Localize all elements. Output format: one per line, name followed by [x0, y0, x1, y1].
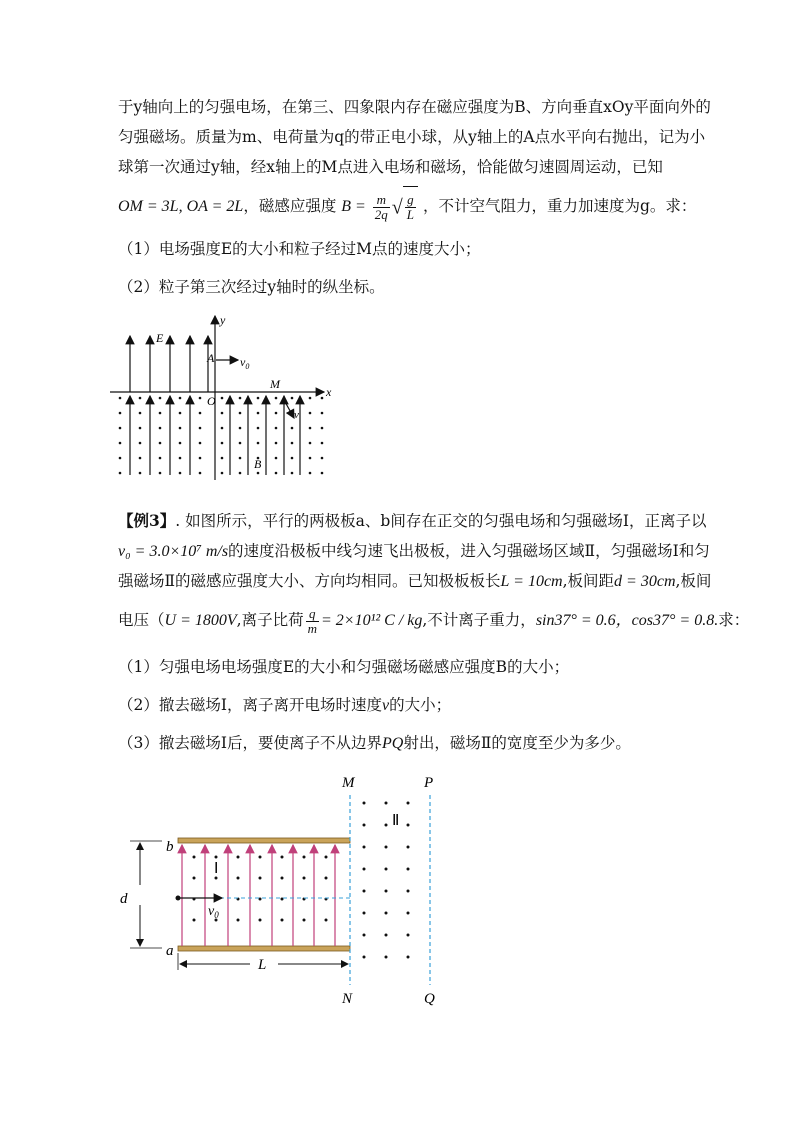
- field-dot: [119, 442, 122, 445]
- plate-b: [178, 838, 350, 843]
- field-dot: [321, 472, 324, 475]
- field-dot: [385, 868, 388, 871]
- magnetic-field-dots: [119, 397, 324, 475]
- field-dot: [275, 397, 278, 400]
- field-dot: [179, 412, 182, 415]
- example3-question1: （1）匀强电场电场强度E的大小和匀强磁场磁感应强度B的大小；: [118, 658, 570, 676]
- field-dot: [363, 934, 366, 937]
- field-dot: [291, 472, 294, 475]
- magnetic-field-dots: [193, 802, 410, 959]
- field-dot: [239, 427, 242, 430]
- label-v: v: [294, 409, 299, 421]
- label-B: B: [254, 457, 262, 471]
- field-dot: [385, 934, 388, 937]
- field-dot: [239, 457, 242, 460]
- field-dot: [275, 442, 278, 445]
- field-dot: [325, 877, 328, 880]
- field-dot: [239, 442, 242, 445]
- label-region-II: Ⅱ: [392, 813, 400, 829]
- field-dot: [221, 457, 224, 460]
- field-dot: [363, 912, 366, 915]
- trig-values: sin37° = 0.6，cos37° = 0.8.: [535, 612, 719, 629]
- field-dot: [309, 442, 312, 445]
- field-dot: [199, 472, 202, 475]
- field-dot: [407, 846, 410, 849]
- problem2-line1: 于y轴向上的匀强电场，在第三、四象限内存在磁应强度为B、方向垂直xOy平面向外的: [118, 98, 711, 116]
- field-dot: [257, 412, 260, 415]
- label-A: A: [207, 351, 215, 365]
- d-expression: d = 30cm: [614, 573, 676, 590]
- field-dot: [259, 877, 262, 880]
- problem2-line2: 匀强磁场。质量为m、电荷量为q的带正电小球，从y轴上的A点水平向右抛出，记为小: [118, 128, 706, 146]
- label-v0: $v_0$: [208, 904, 219, 920]
- given-b-label: ，磁感应强度: [243, 197, 337, 215]
- field-dot: [385, 824, 388, 827]
- field-dot: [407, 824, 410, 827]
- field-dot: [275, 472, 278, 475]
- field-dot: [139, 427, 142, 430]
- example3-tag: 【例3】: [118, 511, 176, 530]
- field-dot: [385, 802, 388, 805]
- field-dot: [199, 397, 202, 400]
- field-dot: [221, 412, 224, 415]
- field-dot: [291, 457, 294, 460]
- field-dot: [119, 472, 122, 475]
- field-dot: [407, 956, 410, 959]
- field-dot: [237, 877, 240, 880]
- field-dot: [385, 846, 388, 849]
- field-dot: [303, 856, 306, 859]
- field-dot: [321, 427, 324, 430]
- field-dot: [139, 412, 142, 415]
- field-lines-upper: [130, 336, 208, 392]
- field-dot: [119, 397, 122, 400]
- field-dot: [363, 868, 366, 871]
- field-dot: [407, 890, 410, 893]
- field-dot: [139, 442, 142, 445]
- field-dot: [281, 856, 284, 859]
- field-dot: [407, 868, 410, 871]
- problem2-line3: 球第一次通过y轴，经x轴上的M点进入电场和磁场，恰能做匀速圆周运动，已知: [118, 158, 663, 176]
- particle: [176, 896, 181, 901]
- v0-expression: v₀ = 3.0×10⁷ m/s: [118, 543, 229, 560]
- field-dot: [215, 856, 218, 859]
- plate-a: [178, 946, 350, 951]
- problem2-given-line: [118, 186, 696, 226]
- example3-figure: [110, 765, 460, 1010]
- field-dot: [179, 457, 182, 460]
- field-dot: [309, 412, 312, 415]
- field-dot: [193, 877, 196, 880]
- given-b-fraction: $\frac{m}{2q}$: [374, 191, 388, 222]
- label-a: a: [166, 943, 174, 959]
- field-dot: [159, 457, 162, 460]
- field-dot: [139, 457, 142, 460]
- field-dot: [259, 856, 262, 859]
- label-N: N: [342, 991, 353, 1007]
- field-dot: [193, 856, 196, 859]
- field-dot: [363, 890, 366, 893]
- problem2-figure: [110, 310, 340, 490]
- label-b: b: [166, 839, 174, 855]
- field-dot: [321, 457, 324, 460]
- v-arrow: [284, 400, 294, 418]
- field-dot: [281, 919, 284, 922]
- field-dot: [221, 442, 224, 445]
- label-O: O: [207, 394, 216, 408]
- field-dot: [119, 412, 122, 415]
- field-dot: [309, 427, 312, 430]
- label-x: x: [326, 385, 332, 399]
- field-dot: [221, 472, 224, 475]
- field-dot: [303, 919, 306, 922]
- electric-field-lines: [182, 845, 335, 946]
- given-om-oa: OM = 3L, OA = 2L: [118, 198, 244, 215]
- field-dot: [407, 912, 410, 915]
- label-E: E: [156, 331, 164, 345]
- field-dot: [199, 442, 202, 445]
- field-dot: [139, 472, 142, 475]
- problem2-question2: （2）粒子第三次经过y轴时的纵坐标。: [118, 278, 385, 296]
- field-dot: [281, 877, 284, 880]
- field-dot: [119, 427, 122, 430]
- example3-line3: 强磁场Ⅱ的磁感应强度大小、方向均相同。已知极板板长L = 10cm,板间距d = 30cm,板间: [118, 572, 712, 590]
- field-dot: [179, 472, 182, 475]
- field-dot: [199, 427, 202, 430]
- field-dot: [385, 956, 388, 959]
- given-b-lhs: B =: [341, 198, 366, 215]
- field-dot: [363, 824, 366, 827]
- field-dot: [309, 397, 312, 400]
- example3-question3: （3）撤去磁场Ⅰ后，要使离子不从边界PQ射出，磁场Ⅱ的宽度至少为多少。: [118, 734, 631, 752]
- field-dot: [221, 427, 224, 430]
- field-dot: [119, 457, 122, 460]
- field-dot: [159, 427, 162, 430]
- example3-line1: 【例3】. 如图所示，平行的两极板a、b间存在正交的匀强电场和匀强磁场Ⅰ，正离子以: [118, 511, 707, 530]
- field-dot: [257, 427, 260, 430]
- field-dot: [385, 890, 388, 893]
- field-dot: [239, 397, 242, 400]
- field-dot: [321, 397, 324, 400]
- label-region-I: Ⅰ: [214, 861, 219, 877]
- example3-line2: v₀ = 3.0×10⁷ m/s的速度沿极板中线匀速飞出极板，进入匀强磁场区域Ⅱ，匀强磁场Ⅰ和匀: [118, 542, 710, 560]
- label-M: M: [342, 775, 355, 791]
- example3-line4: 电压（U = 1800V,离子比荷 $\frac{q}{m}$ = 2×10¹² C / kg,不计离子重力，sin37° = 0.6，cos37° = 0.8.求：: [118, 605, 750, 636]
- field-dot: [385, 912, 388, 915]
- field-dot: [239, 412, 242, 415]
- field-dot: [291, 427, 294, 430]
- field-dot: [199, 457, 202, 460]
- field-dot: [309, 457, 312, 460]
- label-L: L: [258, 957, 267, 973]
- field-dot: [179, 427, 182, 430]
- field-dot: [139, 397, 142, 400]
- L-expression: L = 10cm: [500, 573, 563, 590]
- field-dot: [193, 919, 196, 922]
- field-dot: [309, 472, 312, 475]
- given-b-sqrt: √ $\frac{g}{L}$: [392, 186, 418, 227]
- charge-mass-ratio: $\frac{q}{m}$: [307, 605, 317, 636]
- field-dot: [407, 934, 410, 937]
- field-dot: [275, 457, 278, 460]
- field-dot: [257, 397, 260, 400]
- label-P: P: [424, 775, 434, 791]
- field-dot: [275, 412, 278, 415]
- field-dot: [257, 442, 260, 445]
- field-dot: [199, 412, 202, 415]
- field-dot: [325, 856, 328, 859]
- field-dot: [179, 397, 182, 400]
- field-dot: [303, 877, 306, 880]
- label-v0: $v_0$: [240, 355, 250, 371]
- field-dot: [237, 919, 240, 922]
- field-dot: [291, 397, 294, 400]
- field-dot: [159, 442, 162, 445]
- example3-question2: （2）撤去磁场Ⅰ，离子离开电场时速度v的大小；: [118, 696, 452, 714]
- field-dot: [291, 442, 294, 445]
- field-dot: [159, 412, 162, 415]
- field-dot: [179, 442, 182, 445]
- field-dot: [275, 427, 278, 430]
- field-dot: [239, 472, 242, 475]
- label-M: M: [270, 377, 280, 391]
- label-d: d: [120, 891, 128, 907]
- U-expression: U = 1800V: [164, 612, 237, 629]
- given-tail: ，不计空气阻力，重力加速度为g。求：: [422, 197, 697, 215]
- label-Q: Q: [424, 991, 435, 1007]
- label-y: y: [220, 313, 226, 327]
- field-dot: [159, 472, 162, 475]
- field-dot: [321, 442, 324, 445]
- field-dot: [221, 397, 224, 400]
- field-dot: [407, 802, 410, 805]
- field-dot: [325, 919, 328, 922]
- field-dot: [259, 919, 262, 922]
- problem2-question1: （1）电场强度E的大小和粒子经过M点的速度大小；: [118, 240, 481, 258]
- field-dot: [257, 472, 260, 475]
- field-dot: [363, 956, 366, 959]
- field-dot: [321, 412, 324, 415]
- field-dot: [159, 397, 162, 400]
- field-dot: [363, 802, 366, 805]
- field-dot: [363, 846, 366, 849]
- field-dot: [237, 856, 240, 859]
